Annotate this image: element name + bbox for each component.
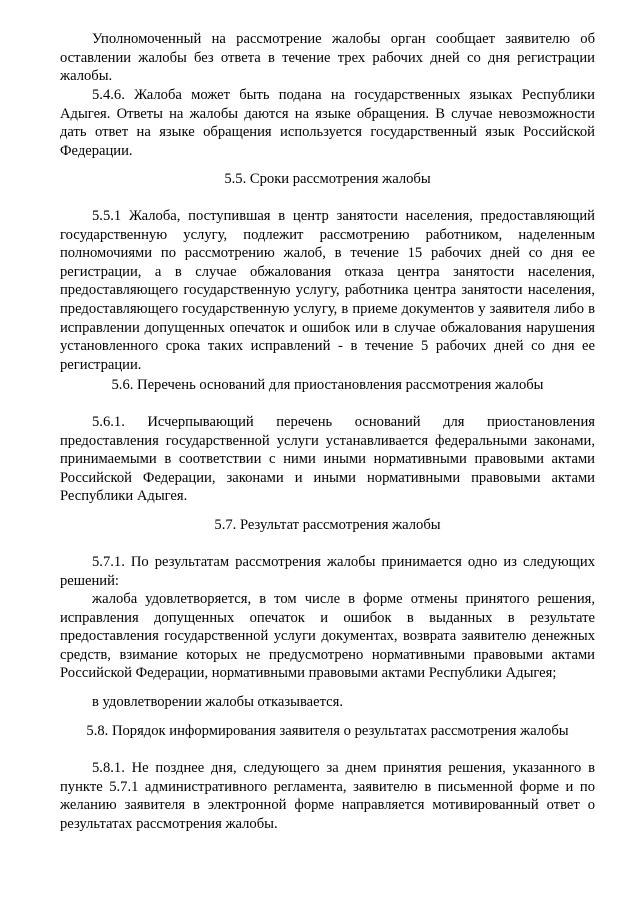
paragraph-5-4-6: 5.4.6. Жалоба может быть подана на государственных языках Республики Адыгея. Ответы на жалобы даются на языке обращения. В случае невозможности дать ответ на языке обращения используется государственный язык Российской Федерации. xyxy=(60,87,595,159)
paragraph-intro: Уполномоченный на рассмотрение жалобы орган сообщает заявителю об оставлении жалобы без ответа в течение трех рабочих дней со дня регистрации жалобы. xyxy=(60,31,595,85)
paragraph-5-7-1-option-b: в удовлетворении жалобы отказывается. xyxy=(92,694,344,710)
paragraph-5-5-1: 5.5.1 Жалоба, поступившая в центр занятости населения, предоставляющий государственную услугу, подлежит рассмотрению работником, наделенным полномочиями по рассмотрению жалоб, в течение 15 рабочих дней со дня ее регистрации, а в случае обжалования отказа центра занятости населения, предоставляющего государственную услугу, работника центра занятости населения, предоставляющего государственную услугу, в приеме документов у заявителя либо в исправлении допущенных опечаток и ошибок или в случае обжалования нарушения установленного срока таких исправлений - в течение 5 рабочих дней со дня ее регистрации. xyxy=(60,208,595,373)
heading-5-7: 5.7. Результат рассмотрения жалобы xyxy=(214,517,441,533)
heading-5-5: 5.5. Сроки рассмотрения жалобы xyxy=(224,171,431,187)
heading-5-6: 5.6. Перечень оснований для приостановления рассмотрения жалобы xyxy=(111,377,544,393)
paragraph-5-7-1: 5.7.1. По результатам рассмотрения жалобы принимается одно из следующих решений: xyxy=(60,554,595,589)
paragraph-5-6-1: 5.6.1. Исчерпывающий перечень оснований для приостановления предоставления государственной услуги устанавливается федеральными законами, принимаемыми в соответствии с ними иными нормативными правовыми актами Российской Федерации, законами и иными нормативными правовыми актами Республики Адыгея. xyxy=(60,414,595,505)
paragraph-5-8-1: 5.8.1. Не позднее дня, следующего за днем принятия решения, указанного в пункте 5.7.1 административного регламента, заявителю в письменной форме и по желанию заявителя в электронной форме направляется мотивированный ответ о результатах рассмотрения жалобы. xyxy=(60,760,595,832)
paragraph-5-7-1-option-a: жалоба удовлетворяется, в том числе в форме отмены принятого решения, исправления допущенных опечаток и ошибок в выданных в результате предоставления государственной услуги документах, возврата заявителю денежных средств, взимание которых не предусмотрено нормативными правовыми актами Российской Федерации, нормативными правовыми актами Республики Адыгея; xyxy=(60,591,595,682)
heading-5-8: 5.8. Порядок информирования заявителя о результатах рассмотрения жалобы xyxy=(86,723,569,739)
